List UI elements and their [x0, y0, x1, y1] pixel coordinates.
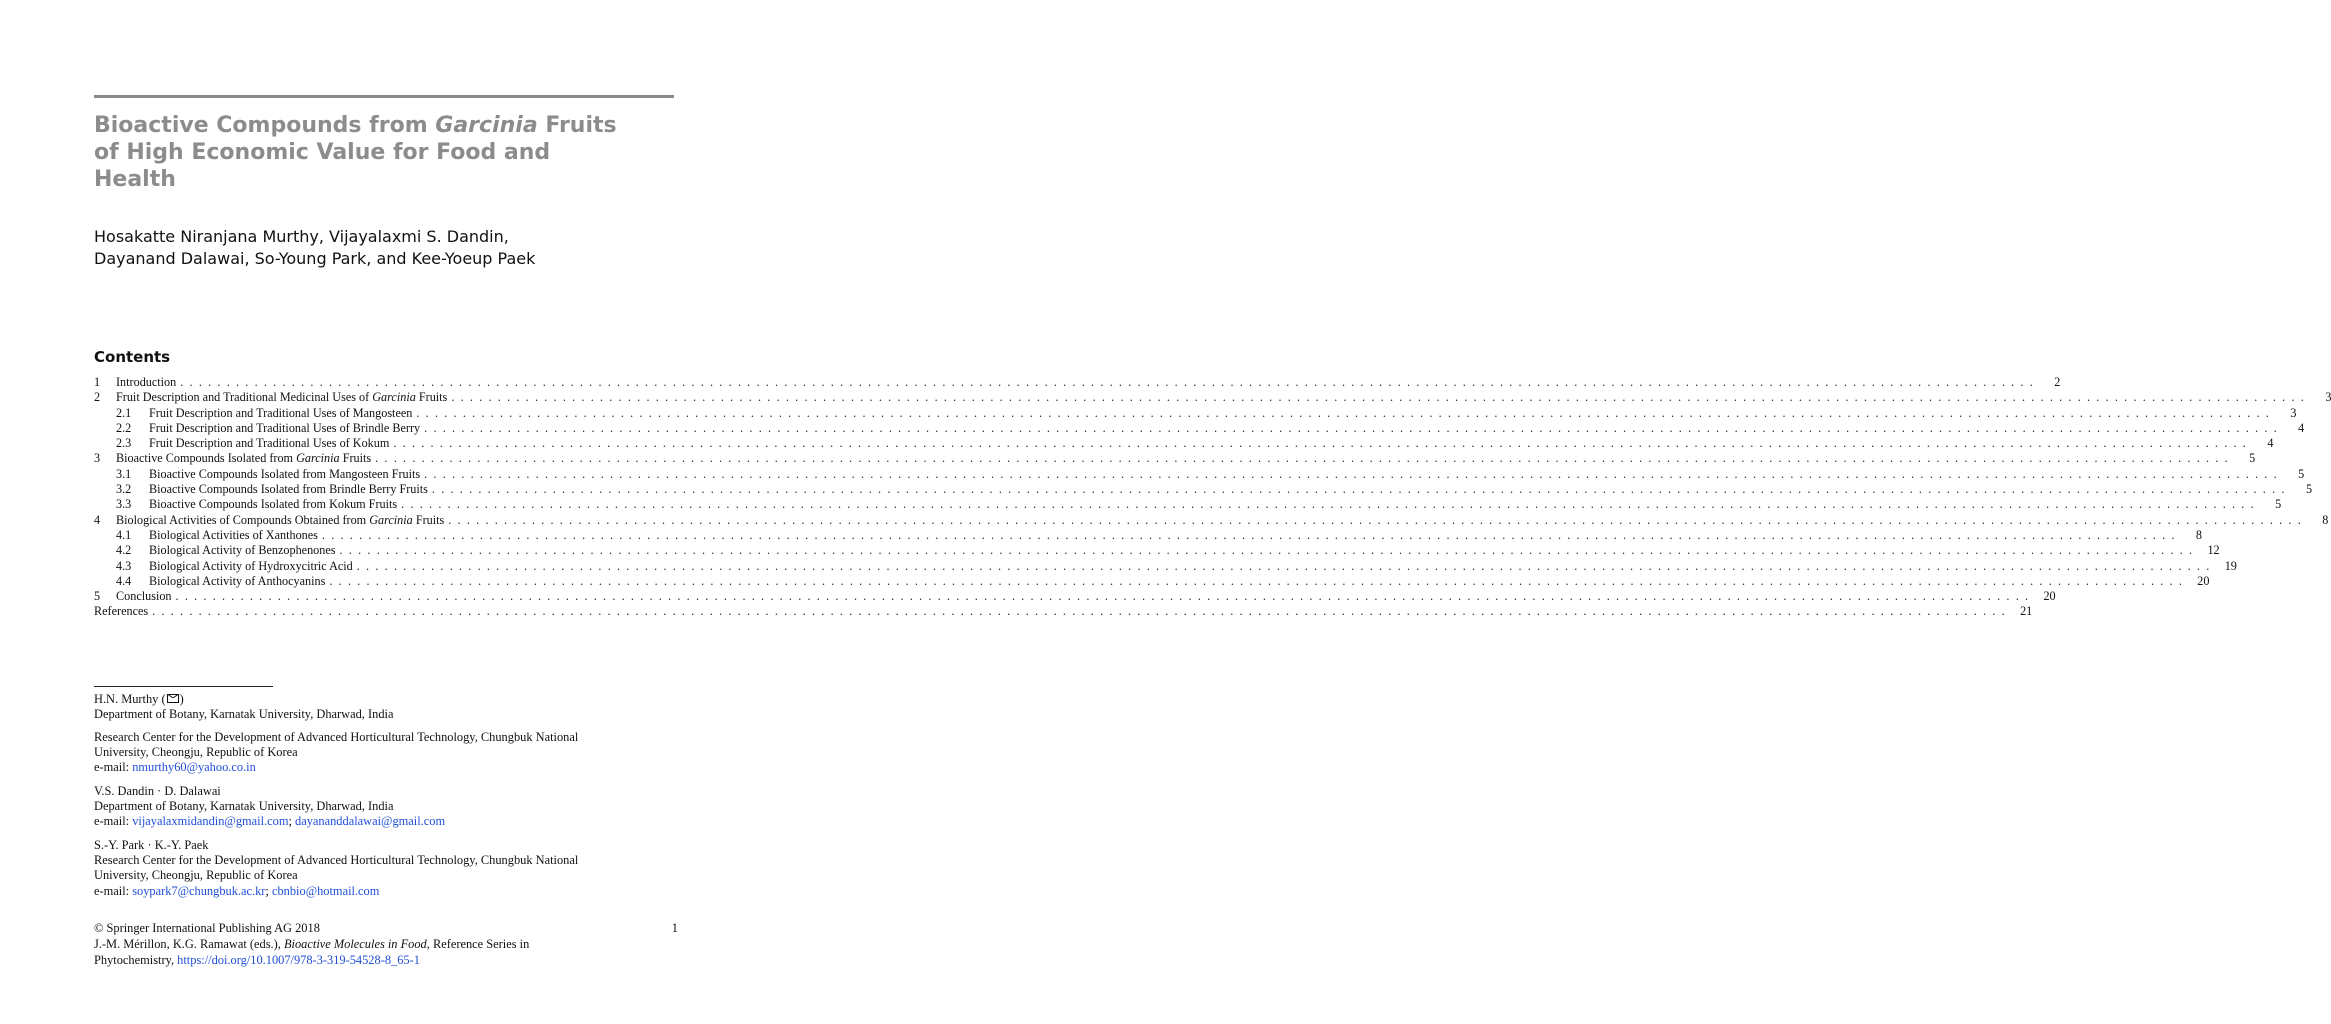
title-line-3: Health: [94, 167, 176, 192]
affiliation-email-line: e-mail: soypark7@chungbuk.ac.kr; cbnbio@hotmail.com: [94, 883, 380, 898]
toc-leader-dots: . . . . . . . . . . . . . . . . . . . . . . . . . . . . . . . . . . . . . . . . . . . . . . . . . . . . . . . . . . . . . . . . . . . . . . . . . . . . . . . . . . . . . . . . . . . . . . . . . . . . . . . . . . . . . . . . . . . . . . . . . . . . . . . . . . . . . . . . . . . . . . . . . . . . . . . . . . . . . . . . . . . . . . . . . . . . . . . . . . . . . . . . . . . . . . . . . . . . . . . .: [424, 420, 2279, 435]
toc-entry-title: Bioactive Compounds Isolated from Kokum Fruits: [149, 497, 398, 512]
page-number: 1: [671, 921, 678, 935]
email-link[interactable]: cbnbio@hotmail.com: [271, 883, 380, 898]
toc-entry-title: Bioactive Compounds Isolated from Mangosteen Fruits: [149, 466, 421, 481]
toc-entry: [94, 512, 2329, 528]
toc-entry: [94, 375, 2061, 390]
email-link[interactable]: nmurthy60@yahoo.co.in: [132, 760, 256, 775]
toc-leader-dots: . . . . . . . . . . . . . . . . . . . . . . . . . . . . . . . . . . . . . . . . . . . . . . . . . . . . . . . . . . . . . . . . . . . . . . . . . . . . . . . . . . . . . . . . . . . . . . . . . . . . . . . . . . . . . . . . . . . . . . . . . . . . . . . . . . . . . . . . . . . . . . . . . . . . . . . . . . . . . . . . . . . . . . . . . . . . . . . . . . . . . . . . . . . . . . . . . . . . . . . .: [451, 390, 2306, 405]
toc-leader-dots: . . . . . . . . . . . . . . . . . . . . . . . . . . . . . . . . . . . . . . . . . . . . . . . . . . . . . . . . . . . . . . . . . . . . . . . . . . . . . . . . . . . . . . . . . . . . . . . . . . . . . . . . . . . . . . . . . . . . . . . . . . . . . . . . . . . . . . . . . . . . . . . . . . . . . . . . . . . . . . . . . . . . . . . . . . . . . . . . . . . . . . . . . . . . . . . . . . . . . . . .: [175, 589, 2030, 604]
toc-entry: [94, 482, 2313, 497]
toc-entry: [94, 558, 2237, 574]
toc-entry-title: Fruit Description and Traditional Uses of Brindle Berry: [149, 420, 421, 435]
toc-entry-title: Biological Activity of Benzophenones: [149, 543, 336, 558]
toc-entry-title: Introduction: [116, 375, 177, 389]
toc-entry-title: Biological Activity of Hydroxycitric Acid: [149, 558, 353, 573]
toc-entry: [94, 390, 2331, 405]
authors-line-1: Hosakatte Niranjana Murthy, Vijayalaxmi S. Dandin,: [94, 227, 509, 246]
affiliation-name: S.-Y. Park · K.-Y. Paek: [94, 838, 209, 852]
toc-leader-dots: . . . . . . . . . . . . . . . . . . . . . . . . . . . . . . . . . . . . . . . . . . . . . . . . . . . . . . . . . . . . . . . . . . . . . . . . . . . . . . . . . . . . . . . . . . . . . . . . . . . . . . . . . . . . . . . . . . . . . . . . . . . . . . . . . . . . . . . . . . . . . . . . . . . . . . . . . . . . . . . . . . . . . . . . . . . . . . . . . . . . . . . . . . . . . . . . . . . . . . . .: [375, 451, 2230, 466]
toc-entry-number: 4.4: [116, 573, 132, 588]
contents-heading: Contents: [94, 348, 171, 366]
toc-entry-number: 2.3: [116, 436, 132, 451]
toc-entry-page: 8: [2195, 527, 2203, 542]
envelope-icon: [167, 694, 179, 703]
toc-entry-page: 2: [2054, 375, 2061, 389]
toc-entry-title: Bioactive Compounds Isolated from Brindle Berry Fruits: [149, 482, 428, 497]
authors-line-2: Dayanand Dalawai, So-Young Park, and Kee-Yoeup Paek: [94, 249, 536, 268]
toc-entry-title: Fruit Description and Traditional Uses of Mangosteen: [149, 405, 413, 420]
toc-entry-italic: Garcinia: [296, 451, 340, 466]
toc-entry-italic: Garcinia: [372, 390, 416, 405]
toc-entry-title: Biological Activities of Compounds Obtained from Garcinia Fruits: [116, 512, 445, 527]
email-link[interactable]: dayananddalawai@gmail.com: [295, 814, 446, 829]
affiliation-murthy: [94, 692, 678, 722]
toc-entry-page: 20: [2197, 573, 2210, 588]
email-link[interactable]: vijayalaxmidandin@gmail.com: [132, 814, 289, 829]
toc-leader-dots: . . . . . . . . . . . . . . . . . . . . . . . . . . . . . . . . . . . . . . . . . . . . . . . . . . . . . . . . . . . . . . . . . . . . . . . . . . . . . . . . . . . . . . . . . . . . . . . . . . . . . . . . . . . . . . . . . . . . . . . . . . . . . . . . . . . . . . . . . . . . . . . . . . . . . . . . . . . . . . . . . . . . . . . . . . . . . . . . . . . . . . . . . . . . . . . . . . . . . . . .: [424, 466, 2279, 481]
toc-leader-dots: . . . . . . . . . . . . . . . . . . . . . . . . . . . . . . . . . . . . . . . . . . . . . . . . . . . . . . . . . . . . . . . . . . . . . . . . . . . . . . . . . . . . . . . . . . . . . . . . . . . . . . . . . . . . . . . . . . . . . . . . . . . . . . . . . . . . . . . . . . . . . . . . . . . . . . . . . . . . . . . . . . . . . . . . . . . . . . . . . . . . . . . . . . . . . . . . . . . . . . . .: [431, 482, 2287, 497]
toc-leader-dots: . . . . . . . . . . . . . . . . . . . . . . . . . . . . . . . . . . . . . . . . . . . . . . . . . . . . . . . . . . . . . . . . . . . . . . . . . . . . . . . . . . . . . . . . . . . . . . . . . . . . . . . . . . . . . . . . . . . . . . . . . . . . . . . . . . . . . . . . . . . . . . . . . . . . . . . . . . . . . . . . . . . . . . . . . . . . . . . . . . . . . . . . . . . . . . . . . . . . . . . .: [393, 436, 2248, 451]
toc-entry-title: Fruit Description and Traditional Medicinal Uses of Garcinia Fruits: [116, 390, 448, 405]
toc-leader-dots: . . . . . . . . . . . . . . . . . . . . . . . . . . . . . . . . . . . . . . . . . . . . . . . . . . . . . . . . . . . . . . . . . . . . . . . . . . . . . . . . . . . . . . . . . . . . . . . . . . . . . . . . . . . . . . . . . . . . . . . . . . . . . . . . . . . . . . . . . . . . . . . . . . . . . . . . . . . . . . . . . . . . . . . . . . . . . . . . . . . . . . . . . . . . . . . . . . . . . . . .: [448, 512, 2303, 527]
toc-entry: [94, 420, 2305, 436]
affiliation-dept: Department of Botany, Karnatak University, Dharwad, India: [94, 799, 394, 814]
toc-leader-dots: . . . . . . . . . . . . . . . . . . . . . . . . . . . . . . . . . . . . . . . . . . . . . . . . . . . . . . . . . . . . . . . . . . . . . . . . . . . . . . . . . . . . . . . . . . . . . . . . . . . . . . . . . . . . . . . . . . . . . . . . . . . . . . . . . . . . . . . . . . . . . . . . . . . . . . . . . . . . . . . . . . . . . . . . . . . . . . . . . . . . . . . . . . . . . . . . . . . . . . . .: [401, 497, 2256, 512]
page-footer: [94, 920, 678, 968]
toc-leader-dots: . . . . . . . . . . . . . . . . . . . . . . . . . . . . . . . . . . . . . . . . . . . . . . . . . . . . . . . . . . . . . . . . . . . . . . . . . . . . . . . . . . . . . . . . . . . . . . . . . . . . . . . . . . . . . . . . . . . . . . . . . . . . . . . . . . . . . . . . . . . . . . . . . . . . . . . . . . . . . . . . . . . . . . . . . . . . . . . . . . . . . . . . . . . . . . . . . . . . . . . .: [180, 375, 2035, 389]
doi-link[interactable]: https://doi.org/10.1007/978-3-319-54528-8_65-1: [177, 953, 420, 967]
book-title: Bioactive Molecules in Food: [283, 937, 427, 951]
top-rule: [94, 95, 674, 98]
toc-entry: [94, 436, 2274, 451]
title-line-1: Bioactive Compounds from Garcinia Fruits: [94, 113, 617, 138]
toc-entry-italic: Garcinia: [369, 512, 413, 527]
toc-entry-title: Biological Activity of Anthocyanins: [149, 573, 326, 588]
toc-entry-title: Fruit Description and Traditional Uses of Kokum: [149, 436, 390, 451]
toc-entry-page: 4: [2298, 420, 2305, 435]
affiliation-line: University, Cheongju, Republic of Korea: [94, 745, 298, 760]
toc-leader-dots: . . . . . . . . . . . . . . . . . . . . . . . . . . . . . . . . . . . . . . . . . . . . . . . . . . . . . . . . . . . . . . . . . . . . . . . . . . . . . . . . . . . . . . . . . . . . . . . . . . . . . . . . . . . . . . . . . . . . . . . . . . . . . . . . . . . . . . . . . . . . . . . . . . . . . . . . . . . . . . . . . . . . . . . . . . . . . . . . . . . . . . . . . . . . . . . . . . . . . . . .: [152, 604, 2007, 619]
toc-entry: [94, 573, 2210, 589]
toc-leader-dots: . . . . . . . . . . . . . . . . . . . . . . . . . . . . . . . . . . . . . . . . . . . . . . . . . . . . . . . . . . . . . . . . . . . . . . . . . . . . . . . . . . . . . . . . . . . . . . . . . . . . . . . . . . . . . . . . . . . . . . . . . . . . . . . . . . . . . . . . . . . . . . . . . . . . . . . . . . . . . . . . . . . . . . . . . . . . . . . . . . . . . . . . . . . . . . . . . . . . . . . .: [416, 405, 2271, 420]
toc-entry-page: 5: [2275, 497, 2282, 512]
toc-entry: [94, 451, 2256, 466]
toc-entry-number: 2: [94, 390, 101, 405]
toc-entry: [94, 604, 2033, 619]
toc-entry-number: 4.1: [116, 527, 132, 542]
toc-entry: [94, 497, 2282, 512]
toc-entry-page: 3: [2325, 390, 2331, 405]
toc-entry-page: 5: [2298, 466, 2305, 481]
toc-entry: [94, 466, 2305, 482]
toc-leader-dots: . . . . . . . . . . . . . . . . . . . . . . . . . . . . . . . . . . . . . . . . . . . . . . . . . . . . . . . . . . . . . . . . . . . . . . . . . . . . . . . . . . . . . . . . . . . . . . . . . . . . . . . . . . . . . . . . . . . . . . . . . . . . . . . . . . . . . . . . . . . . . . . . . . . . . . . . . . . . . . . . . . . . . . . . . . . . . . . . . . . . . . . . . . . . . . . . . . . . . . . .: [356, 558, 2211, 573]
toc-entry-page: 21: [2020, 604, 2033, 619]
toc-entry-number: 3.2: [116, 482, 132, 497]
title-line-2: of High Economic Value for Food and: [94, 140, 551, 165]
table-of-contents: [94, 375, 2331, 620]
toc-entry-number: 5: [94, 589, 101, 604]
copyright-text: © Springer International Publishing AG 2018: [94, 921, 320, 935]
affiliation-dept: Department of Botany, Karnatak University, Dharwad, India: [94, 707, 394, 722]
toc-entry: [94, 589, 2056, 604]
affiliation-dandin-dalawai: [94, 784, 678, 830]
affiliation-email-line: e-mail: nmurthy60@yahoo.co.in: [94, 760, 256, 775]
affiliation-name: V.S. Dandin · D. Dalawai: [94, 784, 221, 798]
toc-entry-title: Bioactive Compounds Isolated from Garcinia Fruits: [116, 451, 372, 466]
affiliation-park-paek: [94, 838, 678, 899]
toc-entry: [94, 527, 2203, 543]
toc-entry-page: 4: [2267, 436, 2274, 451]
toc-entry-number: 4.3: [116, 558, 132, 573]
toc-entry-number: 4: [94, 512, 101, 527]
toc-leader-dots: . . . . . . . . . . . . . . . . . . . . . . . . . . . . . . . . . . . . . . . . . . . . . . . . . . . . . . . . . . . . . . . . . . . . . . . . . . . . . . . . . . . . . . . . . . . . . . . . . . . . . . . . . . . . . . . . . . . . . . . . . . . . . . . . . . . . . . . . . . . . . . . . . . . . . . . . . . . . . . . . . . . . . . . . . . . . . . . . . . . . . . . . . . . . . . . . . . . . . . . .: [339, 543, 2194, 558]
copyright-row: [94, 920, 678, 936]
toc-entry-page: 12: [2207, 543, 2220, 558]
toc-entry-number: 2.1: [116, 405, 132, 420]
toc-entry-page: 19: [2224, 558, 2237, 573]
chapter-title: [94, 112, 684, 193]
toc-leader-dots: . . . . . . . . . . . . . . . . . . . . . . . . . . . . . . . . . . . . . . . . . . . . . . . . . . . . . . . . . . . . . . . . . . . . . . . . . . . . . . . . . . . . . . . . . . . . . . . . . . . . . . . . . . . . . . . . . . . . . . . . . . . . . . . . . . . . . . . . . . . . . . . . . . . . . . . . . . . . . . . . . . . . . . . . . . . . . . . . . . . . . . . . . . . . . . . . . . . . . . . .: [321, 527, 2177, 542]
toc-entry-page: 3: [2290, 405, 2297, 420]
toc-entry-page: 5: [2249, 451, 2256, 466]
toc-entry-page: 5: [2305, 482, 2313, 497]
toc-entry-title: Biological Activities of Xanthones: [149, 527, 318, 542]
toc-entry-number: 2.2: [116, 420, 132, 435]
toc-entry-title: References: [94, 604, 149, 619]
toc-entry-number: 3.3: [116, 497, 132, 512]
affiliation-name: H.N. Murthy ( ): [94, 692, 184, 706]
toc-entry-page: 20: [2043, 589, 2056, 604]
toc-entry-number: 4.2: [116, 543, 132, 558]
toc-entry: [94, 543, 2220, 558]
toc-entry: [94, 405, 2297, 421]
toc-entry-title: Conclusion: [116, 589, 172, 604]
author-list: [94, 226, 684, 270]
citation-line-2: Phytochemistry, https://doi.org/10.1007/978-3-319-54528-8_65-1: [94, 953, 420, 967]
toc-entry-number: 3.1: [116, 466, 132, 481]
toc-entry-page: 8: [2322, 512, 2329, 527]
title-italic-genus: Garcinia: [435, 113, 538, 138]
affiliation-email-line: e-mail: vijayalaxmidandin@gmail.com; dayananddalawai@gmail.com: [94, 814, 446, 829]
affiliation-line: Research Center for the Development of Advanced Horticultural Technology, Chungbuk National: [94, 730, 579, 744]
footnote-rule: [94, 686, 273, 687]
citation-line-1: J.-M. Mérillon, K.G. Ramawat (eds.), Bioactive Molecules in Food, Reference Series in: [94, 937, 530, 951]
email-link[interactable]: soypark7@chungbuk.ac.kr: [132, 883, 266, 898]
affiliation-line: University, Cheongju, Republic of Korea: [94, 868, 298, 883]
toc-entry-number: 3: [94, 451, 101, 466]
affiliation-line: Research Center for the Development of Advanced Horticultural Technology, Chungbuk National: [94, 853, 579, 868]
toc-leader-dots: . . . . . . . . . . . . . . . . . . . . . . . . . . . . . . . . . . . . . . . . . . . . . . . . . . . . . . . . . . . . . . . . . . . . . . . . . . . . . . . . . . . . . . . . . . . . . . . . . . . . . . . . . . . . . . . . . . . . . . . . . . . . . . . . . . . . . . . . . . . . . . . . . . . . . . . . . . . . . . . . . . . . . . . . . . . . . . . . . . . . . . . . . . . . . . . . . . . . . . . .: [329, 573, 2184, 588]
toc-entry-number: 1: [94, 375, 101, 389]
affiliation-murthy-2: [94, 730, 678, 776]
